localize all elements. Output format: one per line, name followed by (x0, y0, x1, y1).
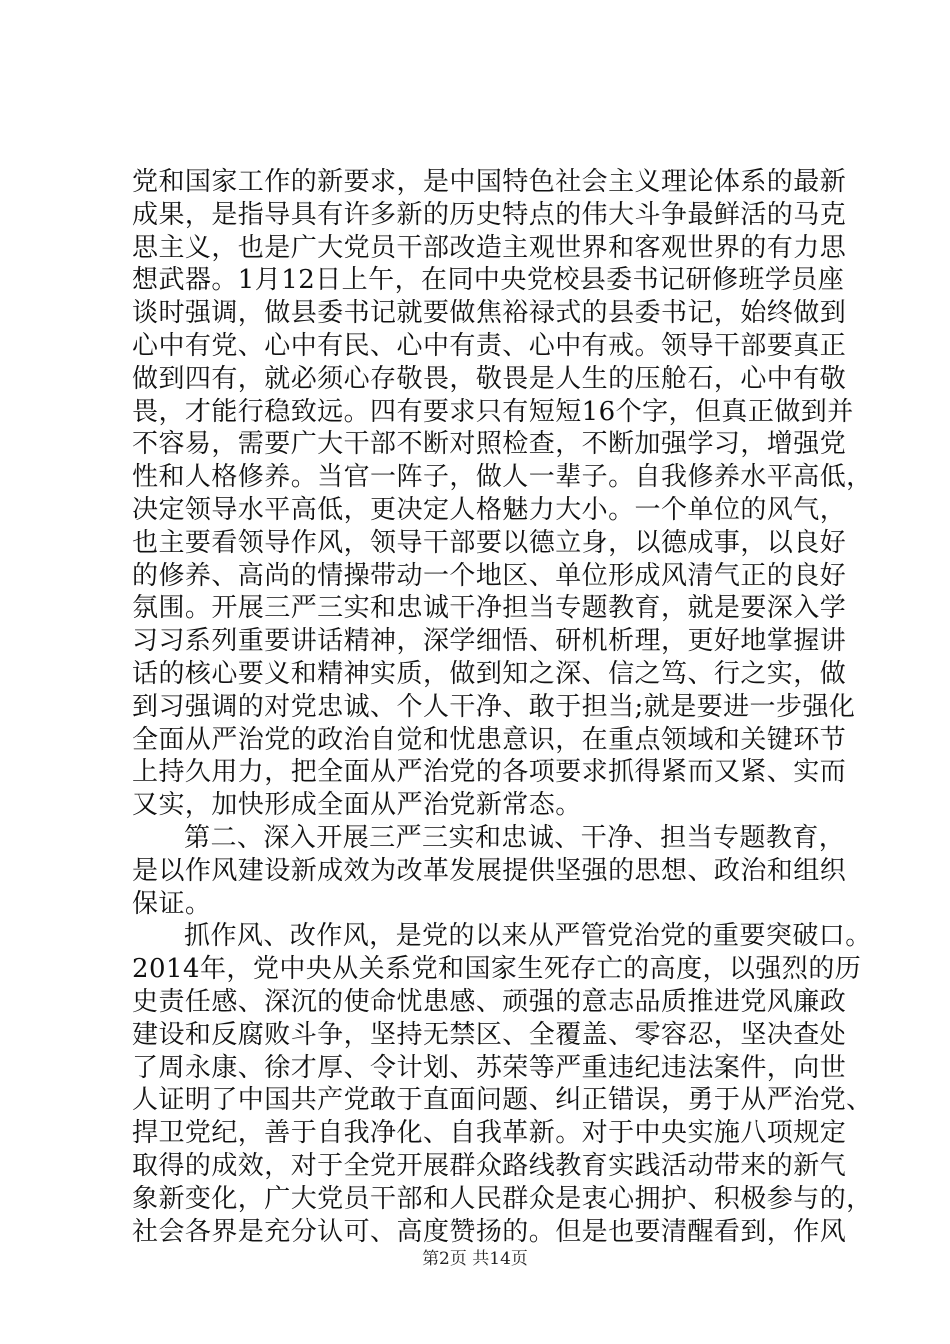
text-line: 心中有党、心中有民、心中有责、心中有戒。领导干部要真正 (132, 330, 847, 361)
text-line: 全面从严治党的政治自觉和忧患意识，在重点领域和关键环节 (132, 724, 847, 755)
text-line: 也主要看领导作风，领导干部要以德立身，以德成事，以良好 (132, 527, 847, 558)
text-line: 思主义，也是广大党员干部改造主观世界和客观世界的有力思 (132, 232, 847, 263)
text-line: 人证明了中国共产党敢于直面问题、纠正错误，勇于从严治党、 (132, 1085, 873, 1116)
text-line: 到习强调的对党忠诚、个人干净、敢于担当;就是要进一步强化 (132, 691, 856, 722)
text-line: 话的核心要义和精神实质，做到知之深、信之笃、行之实，做 (132, 658, 847, 689)
text-line: 取得的成效，对于全党开展群众路线教育实践活动带来的新气 (132, 1150, 847, 1181)
text-line: 成果，是指导具有许多新的历史特点的伟大斗争最鲜活的马克 (132, 199, 847, 230)
text-line: 第二、深入开展三严三实和忠诚、干净、担当专题教育， (184, 822, 846, 853)
text-line: 决定领导水平高低，更决定人格魅力大小。一个单位的风气， (132, 494, 847, 525)
text-line: 氛围。开展三严三实和忠诚干净担当专题教育，就是要深入学 (132, 593, 847, 624)
page-number-footer: 第2页 共14页 (422, 1249, 528, 1269)
text-line: 2014年，党中央从关系党和国家生死存亡的高度，以强烈的历 (132, 954, 862, 985)
text-line: 保证。 (132, 888, 212, 919)
text-line: 史责任感、深沉的使命忧患感、顽强的意志品质推进党风廉政 (132, 986, 847, 1017)
text-line: 的修养、高尚的情操带动一个地区、单位形成风清气正的良好 (132, 560, 847, 591)
text-line: 做到四有，就必须心存敬畏，敬畏是人生的压舱石，心中有敬 (132, 363, 847, 394)
text-line: 想武器。1月12日上午，在同中央党校县委书记研修班学员座 (132, 265, 845, 296)
text-line: 象新变化，广大党员干部和人民群众是衷心拥护、积极参与的， (132, 1183, 873, 1214)
text-line: 上持久用力，把全面从严治党的各项要求抓得紧而又紧、实而 (132, 757, 847, 788)
text-line: 建设和反腐败斗争，坚持无禁区、全覆盖、零容忍，坚决查处 (132, 1019, 847, 1050)
text-line: 社会各界是充分认可、高度赞扬的。但是也要清醒看到，作风 (132, 1216, 847, 1247)
text-line: 畏，才能行稳致远。四有要求只有短短16个字，但真正做到并 (132, 396, 854, 427)
text-line: 习习系列重要讲话精神，深学细悟、研机析理，更好地掌握讲 (132, 626, 847, 657)
text-line: 性和人格修养。当官一阵子，做人一辈子。自我修养水平高低， (132, 462, 873, 493)
text-line: 捍卫党纪，善于自我净化、自我革新。对于中央实施八项规定 (132, 1118, 847, 1149)
text-line: 又实，加快形成全面从严治党新常态。 (132, 790, 582, 821)
text-line: 党和国家工作的新要求，是中国特色社会主义理论体系的最新 (132, 167, 847, 197)
text-line: 了周永康、徐才厚、令计划、苏荣等严重违纪违法案件，向世 (132, 1052, 847, 1083)
text-line: 抓作风、改作风，是党的以来从严管党治党的重要突破口。 (184, 921, 872, 952)
text-line: 是以作风建设新成效为改革发展提供坚强的思想、政治和组织 (132, 855, 847, 886)
text-line: 不容易，需要广大干部不断对照检查，不断加强学习，增强党 (132, 429, 847, 460)
text-line: 谈时强调，做县委书记就要做焦裕禄式的县委书记，始终做到 (132, 298, 847, 329)
document-body (132, 166, 873, 1248)
